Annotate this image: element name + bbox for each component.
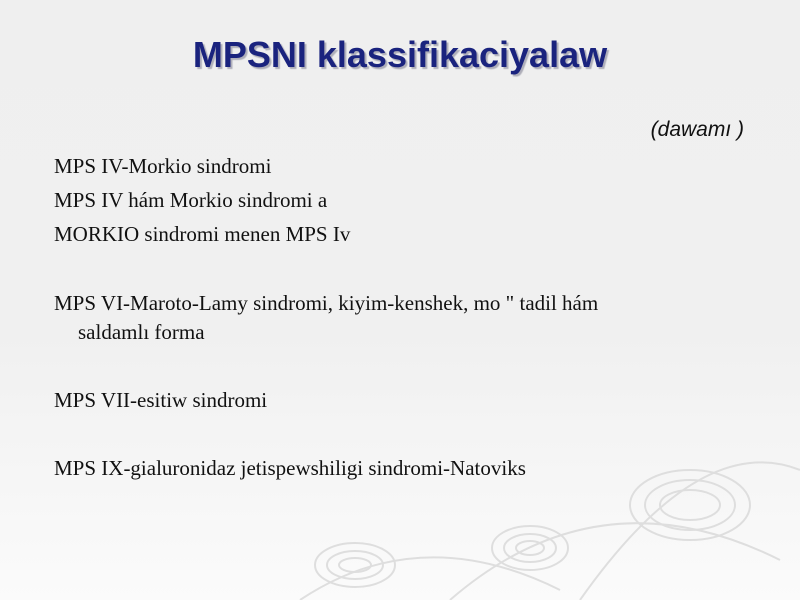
list-item: MPS VII-esitiw sindromi <box>54 388 268 412</box>
list-item: MPS VI-Maroto-Lamy sindromi, kiyim-kenshek, mo " tadil hám <box>54 291 599 315</box>
list-item: MPS IV hám Morkio sindromi a <box>54 188 328 212</box>
slide-title: MPSNI klassifikaciyalaw <box>192 34 608 75</box>
slide-subtitle: (dawamı ) <box>650 118 744 141</box>
list-item-continuation: saldamlı forma <box>78 320 205 344</box>
list-item: MPS IV-Morkio sindromi <box>54 154 272 178</box>
list-item: MPS IX-gialuronidaz jetispewshiligi sindromi-Natoviks <box>54 456 526 480</box>
list-item: MORKIO sindromi menen MPS Iv <box>54 222 351 246</box>
